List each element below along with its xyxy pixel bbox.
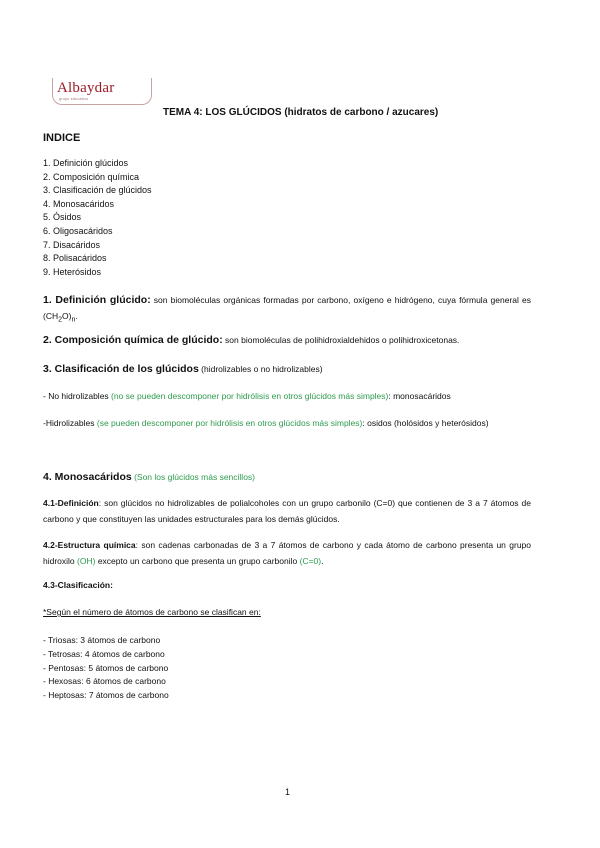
structure-label: 4.2-Estructura química: [43, 540, 136, 550]
section-2-heading: 2. Composición química de glúcido:: [43, 334, 223, 346]
section-4-heading-line: [43, 470, 531, 486]
section-4-1-definition: [43, 496, 531, 527]
page-number: 1: [285, 787, 291, 797]
section-1-heading: 1. Definición glúcido:: [43, 294, 151, 306]
list-item: - Hexosas: 6 átomos de carbono: [43, 676, 166, 687]
period: .: [321, 555, 324, 566]
index-list: [43, 157, 152, 279]
title-main: TEMA 4: LOS GLÚCIDOS: [163, 107, 285, 118]
definition-label: 4.1-Definición: [43, 498, 99, 508]
no-hidrolizables-tail: : monosacáridos: [388, 391, 451, 401]
structure-text-1: : son cadenas carbonadas de 3 a 7 átomos de carbono y cada átomo de carbono presenta un grupo hidroxilo: [43, 540, 531, 566]
brand-logo: [52, 78, 152, 105]
section-1-definition: [43, 293, 531, 328]
logo-brand-text: Albaydar: [57, 80, 115, 96]
section-4-heading-note: (Son los glúcidos más sencillos): [131, 472, 256, 482]
list-item: - Tetrosas: 4 átomos de carbono: [43, 648, 165, 659]
hidrolizables-note: (se pueden descomponer por hidrólisis en otros glúcidos más simples): [96, 418, 363, 428]
list-item: - Triosas: 3 átomos de carbono: [43, 635, 161, 645]
logo-tagline: grupo educativo: [59, 97, 89, 101]
index-item: 6. Oligosacáridos: [43, 225, 113, 236]
carbon-count-list: [43, 634, 169, 703]
section-2-composition: [43, 333, 531, 349]
section-3-hidrolizables: [43, 416, 531, 432]
carbonyl-group: (C=0): [299, 555, 322, 566]
subscript-2: 2: [58, 315, 63, 324]
classification-label: 4.3-Clasificación:: [43, 580, 113, 590]
hydroxyl-group: (OH): [77, 555, 96, 566]
definition-text: : son glúcidos no hidrolizables de polialcoholes con un grupo carbonilo (C=0) que contienen de 3 a 7 átomos de carbono y que constituyen las unidades estructurales para los demás glúcidos.: [43, 498, 531, 524]
hidrolizables-tail: : osidos (holósidos y heterósidos): [362, 418, 489, 428]
index-item: 5. Ósidos: [43, 212, 82, 223]
section-3-heading: 3. Clasificación de los glúcidos: [43, 363, 199, 375]
no-hidrolizables-note: (no se pueden descomponer por hidrólisis en otros glúcidos más simples): [111, 391, 389, 401]
page-title: [163, 107, 438, 118]
formula-mid: O): [62, 310, 72, 321]
no-hidrolizables-label: - No hidrolizables: [43, 391, 112, 401]
list-item: - Heptosas: 7 átomos de carbono: [43, 690, 169, 701]
section-3-heading-line: [43, 362, 531, 378]
hidrolizables-label: -Hidrolizables: [43, 418, 97, 428]
section-3-heading-note: (hidrolizables o no hidrolizables): [198, 364, 323, 374]
list-item: - Pentosas: 5 átomos de carbono: [43, 662, 169, 673]
index-item: 8. Polisacáridos: [43, 253, 107, 264]
section-4-heading: 4. Monosacáridos: [43, 471, 132, 483]
section-4-2-structure: [43, 538, 531, 569]
classification-subheading: [43, 605, 531, 621]
structure-text-2: excepto un carbono que presenta un grupo carbonilo: [95, 555, 300, 566]
period: .: [75, 310, 78, 321]
index-item: 3. Clasificación de glúcidos: [43, 185, 152, 196]
subscript-n: n: [71, 315, 76, 324]
index-item: 9. Heterósidos: [43, 266, 102, 277]
index-item: 2. Composición química: [43, 171, 140, 182]
index-item: 4. Monosacáridos: [43, 198, 115, 209]
section-1-text: son biomoléculas orgánicas formadas por carbono, oxígeno e hidrógeno, cuya fórmula general es (CH: [43, 295, 531, 321]
index-heading: INDICE: [43, 132, 81, 144]
section-2-text: son biomoléculas de polihidroxialdehidos o polihidroxicetonas.: [222, 335, 460, 345]
classification-criterion: *Según el número de átomos de carbono se clasifican en:: [43, 607, 261, 617]
index-item: 1. Definición glúcidos: [43, 158, 129, 168]
section-3-no-hidrolizables: [43, 389, 531, 405]
index-item: 7. Disacáridos: [43, 239, 101, 250]
title-parenthetical: (hidratos de carbono / azucares): [284, 107, 439, 118]
section-4-3-classification: [43, 578, 531, 594]
